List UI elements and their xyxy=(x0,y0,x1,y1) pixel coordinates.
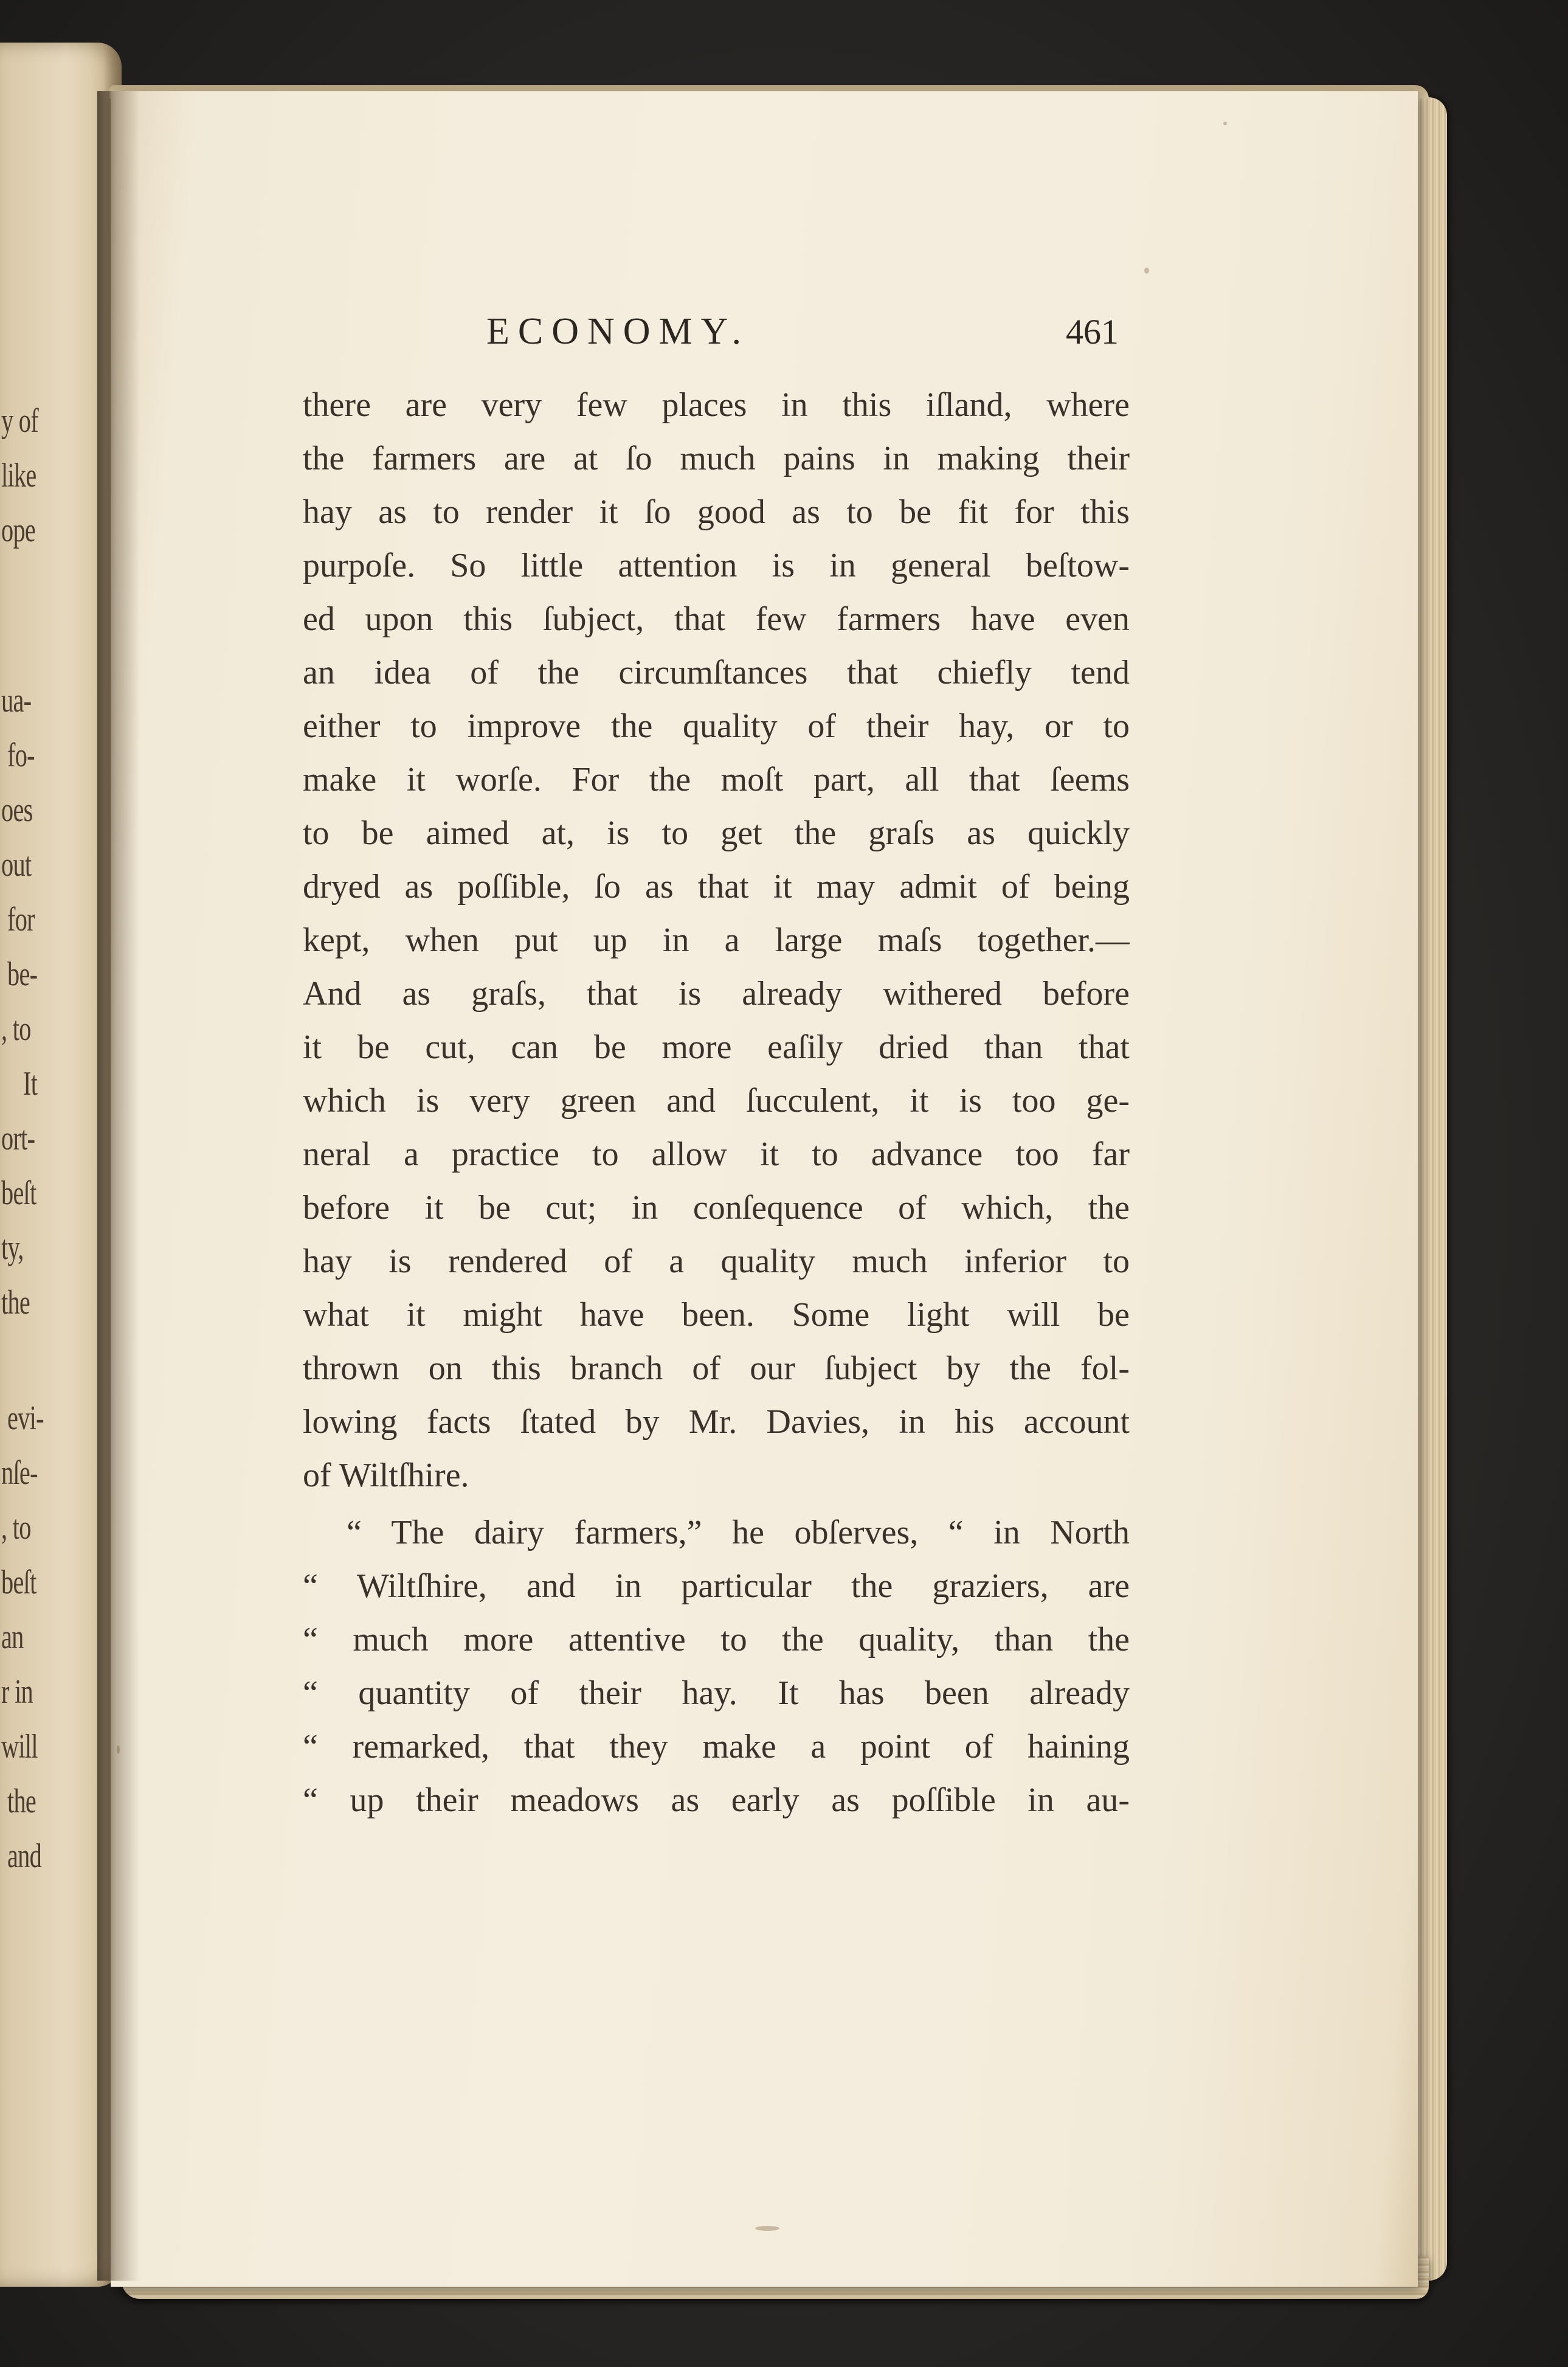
quote-line: “ The dairy farmers,” he obſerves, “ in North xyxy=(347,1514,1130,1551)
facing-text-fragment: ope xyxy=(1,511,36,549)
text-line: ed upon this ſubject, that few farmers have even xyxy=(303,600,1130,638)
facing-text-fragment: the xyxy=(7,1783,36,1820)
facing-text-fragment: y of xyxy=(1,402,38,440)
page-number: 461 xyxy=(1066,312,1119,352)
facing-text-fragment: evi- xyxy=(7,1399,44,1437)
text-line: an idea of the circumſtances that chiefly tend xyxy=(303,654,1130,691)
text-line: neral a practice to allow it to advance too far xyxy=(303,1135,1130,1173)
facing-text-fragment: be- xyxy=(7,955,38,993)
foxing-speck xyxy=(755,2226,779,2231)
body-text xyxy=(303,378,1130,1827)
facing-text-fragment: , to xyxy=(1,1509,31,1547)
text-line: to be aimed at, is to get the graſs as quickly xyxy=(303,814,1130,852)
facing-text-fragment: ty, xyxy=(1,1229,24,1267)
facing-text-fragment: r in xyxy=(1,1673,33,1711)
facing-text-fragment: will xyxy=(1,1728,38,1766)
quote-line: “ much more attentive to the quality, than the xyxy=(303,1621,1130,1658)
facing-text-fragment: ort- xyxy=(1,1120,35,1157)
facing-text-fragment: ua- xyxy=(1,682,32,719)
facing-text-fragment: for xyxy=(7,901,35,938)
facing-text-fragment: nſe- xyxy=(1,1454,38,1492)
text-line: purpoſe. So little attention is in general beſtow- xyxy=(303,547,1130,584)
facing-text-fragment: like xyxy=(1,457,36,494)
facing-text-fragment: out xyxy=(1,846,32,884)
quote-line: “ quantity of their hay. It has been already xyxy=(303,1674,1130,1712)
text-line: lowing facts ſtated by Mr. Davies, in his account xyxy=(303,1403,1130,1441)
text-line: either to improve the quality of their hay, or to xyxy=(303,707,1130,745)
text-line: it be cut, can be more eaſily dried than that xyxy=(303,1028,1130,1066)
text-line: there are very few places in this iſland, where xyxy=(303,386,1130,424)
foxing-speck xyxy=(1144,268,1149,274)
facing-text-fragment: , to xyxy=(1,1010,31,1048)
quote-line: “ Wiltſhire, and in particular the graziers, are xyxy=(303,1567,1130,1605)
text-line: the farmers are at ſo much pains in making their xyxy=(303,440,1130,477)
text-line: what it might have been. Some light will be xyxy=(303,1296,1130,1334)
text-line: before it be cut; in conſequence of which, the xyxy=(303,1189,1130,1227)
text-line: hay as to render it ſo good as to be fit for this xyxy=(303,493,1130,531)
facing-text-fragment: the xyxy=(1,1284,30,1322)
text-line: thrown on this branch of our ſubject by the fol- xyxy=(303,1350,1130,1387)
quote-line: “ up their meadows as early as poſſible in au- xyxy=(303,1781,1130,1819)
binding-gutter-shadow xyxy=(97,91,140,2281)
foxing-speck xyxy=(1223,122,1227,125)
facing-text-fragment: an xyxy=(1,1618,24,1656)
facing-text-fragment: beſt xyxy=(1,1174,36,1212)
facing-text-fragment: It xyxy=(23,1065,38,1103)
facing-text-fragment: fo- xyxy=(7,736,35,774)
text-line: dryed as poſſible, ſo as that it may admit of being xyxy=(303,868,1130,906)
facing-text-fragment: and xyxy=(7,1837,42,1875)
text-line: of Wiltſhire. xyxy=(303,1457,469,1494)
text-line: And as graſs, that is already withered before xyxy=(303,975,1130,1013)
text-line: hay is rendered of a quality much inferior to xyxy=(303,1242,1130,1280)
running-head xyxy=(486,310,1119,365)
text-line: which is very green and ſucculent, it is too ge- xyxy=(303,1082,1130,1120)
facing-text-fragment: oes xyxy=(1,791,33,829)
running-title: ECONOMY. xyxy=(486,311,750,352)
text-line: make it worſe. For the moſt part, all that ſeems xyxy=(303,761,1130,799)
quote-line: “ remarked, that they make a point of haining xyxy=(303,1728,1130,1766)
text-line: kept, when put up in a large maſs together.— xyxy=(303,921,1130,959)
facing-text-fragment: beſt xyxy=(1,1564,36,1601)
